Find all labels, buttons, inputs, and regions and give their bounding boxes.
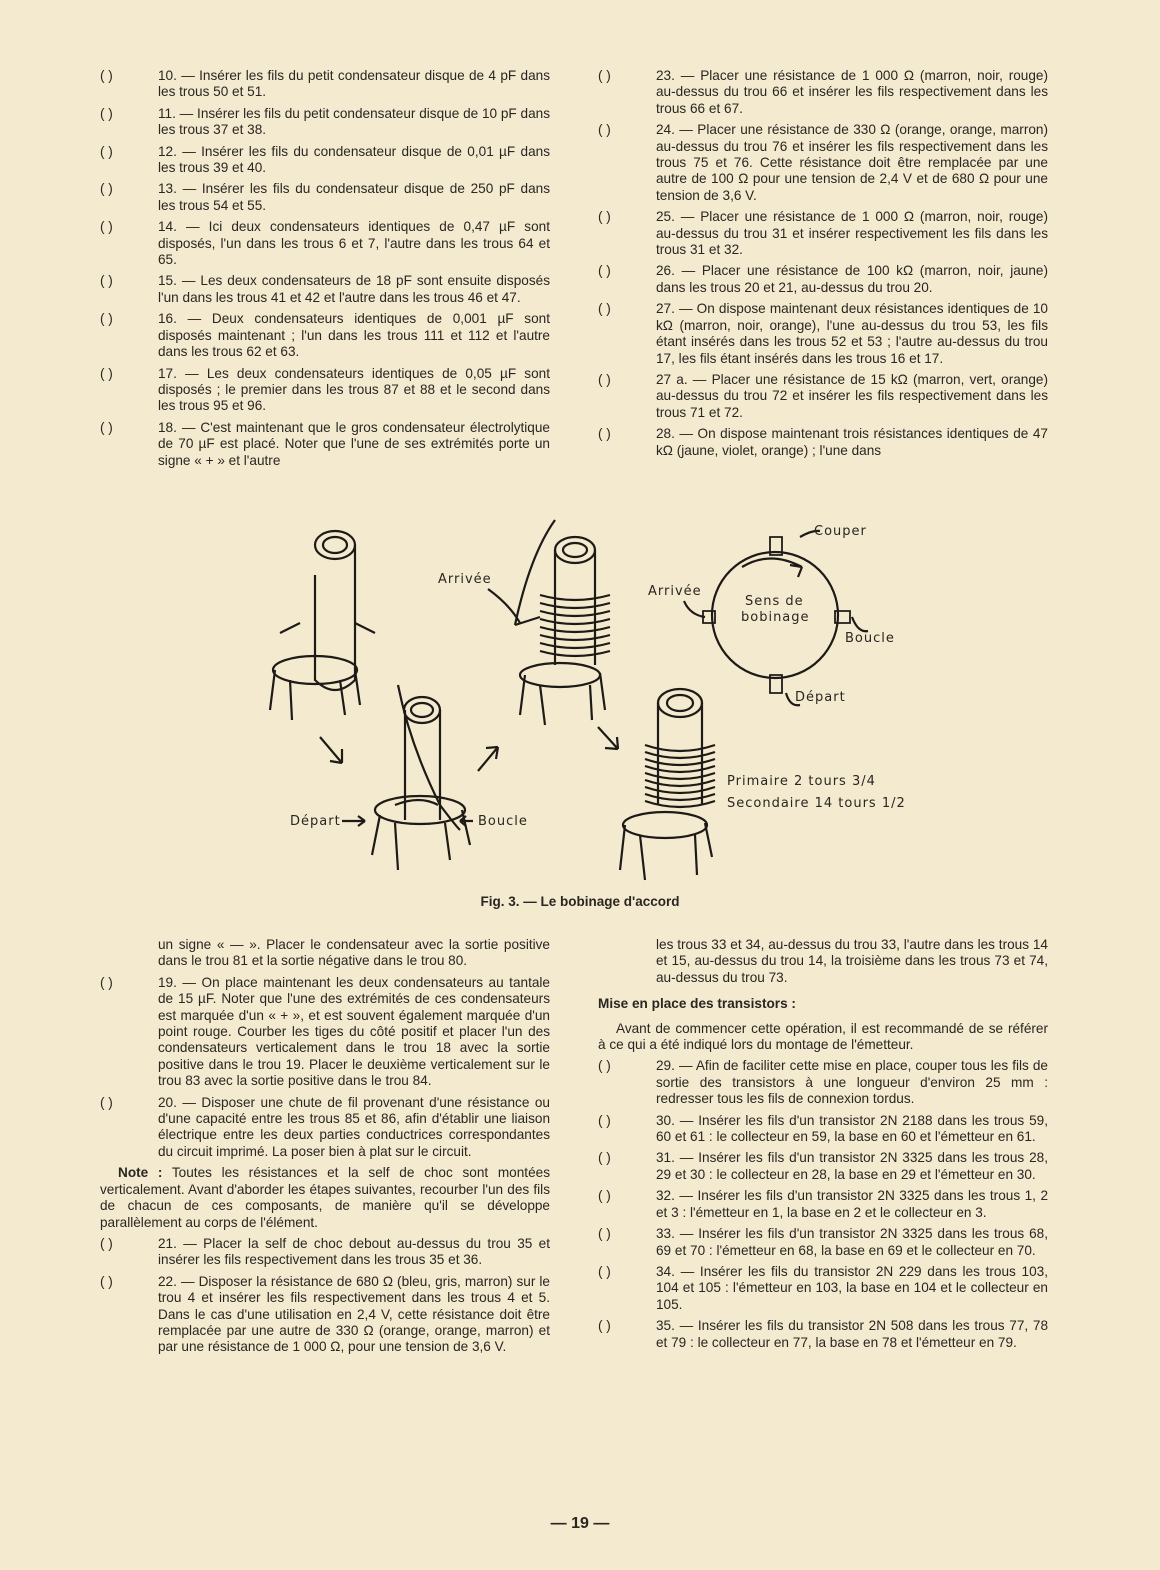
intro-paragraph: Avant de commencer cette opération, il est recommandé de se référer à ce qui a été indiqué lors du montage de l'émetteur. (598, 1020, 1048, 1053)
top-right-column (598, 68, 1048, 464)
checkbox-mark[interactable]: ( ) (100, 1094, 113, 1110)
step-item (598, 426, 1048, 459)
step-text: 10. — Insérer les fils du petit condensateur disque de 4 pF dans les trous 50 et 51. (158, 68, 550, 100)
step-text: 14. — Ici deux condensateurs identiques de 0,47 µF sont disposés, l'un dans les trous 6 et 7, l'autre dans les trous 64 et 65. (158, 219, 550, 268)
note-paragraph (100, 1165, 550, 1231)
step-item (598, 372, 1048, 421)
step-item (598, 1188, 1048, 1221)
step-text: 16. — Deux condensateurs identiques de 0,001 µF sont disposés maintenant ; l'un dans les trous 111 et 112 et l'autre dans les trous 62 et 63. (158, 311, 550, 360)
note-label: Note : (118, 1165, 163, 1181)
bottom-left-column (100, 937, 550, 1361)
step-text: 27. — On dispose maintenant deux résistances identiques de 10 kΩ (marron, noir, orange), l'une au-dessus du trou 53, les fils étant insérés dans les trous 52 et 53 ; l'autre au-dessus du trou 17, les fils étant insérés dans les trous 16 et 17. (656, 301, 1048, 366)
label-arrivee-2: Arrivée (648, 584, 702, 599)
step-item (598, 122, 1048, 204)
step-text: 25. — Placer une résistance de 1 000 Ω (marron, noir, rouge) au-dessus du trou 31 et insérer respectivement les fils dans les trous 31 et 32. (656, 209, 1048, 258)
step-text: 35. — Insérer les fils du transistor 2N 508 dans les trous 77, 78 et 79 : le collecteur en 77, la base en 78 et l'émetteur en 79. (656, 1318, 1048, 1350)
step-item (598, 1058, 1048, 1107)
step-item (598, 263, 1048, 296)
step-text: 33. — Insérer les fils d'un transistor 2N 3325 dans les trous 68, 69 et 70 : l'émetteur en 68, la base en 69 et le collecteur en 70. (656, 1226, 1048, 1258)
label-sens-line1: Sens de (745, 594, 804, 609)
checkbox-mark[interactable]: ( ) (100, 105, 113, 121)
step-text: 27 a. — Placer une résistance de 15 kΩ (marron, vert, orange) au-dessus du trou 72 et insérer les fils respectivement dans les trous 71 et 72. (656, 371, 1048, 420)
section-heading: Mise en place des transistors : (598, 996, 796, 1012)
step-text: 19. — On place maintenant les deux condensateurs au tantale de 15 µF. Noter que l'une des extrémités de ces condensateurs est marquée d'un « + », et est souvent également marquée d'un point rouge. Courber les tiges du côté positif et placer l'un des condensateurs verticalement dans le trou 18 avec la sortie positive dans le trou 19. Placer le deuxième verticalement sur le trou 83 avec la sortie positive dans le trou 84. (158, 974, 550, 1089)
step-text: 31. — Insérer les fils d'un transistor 2N 3325 dans les trous 28, 29 et 30 : le collecteur en 28, la base en 29 et l'émetteur en 30. (656, 1150, 1048, 1182)
label-arrivee-1: Arrivée (438, 572, 492, 587)
step-item (598, 1226, 1048, 1259)
step-text: 22. — Disposer la résistance de 680 Ω (bleu, gris, marron) sur le trou 4 et insérer les fils respectivement dans les trous 4 et 5. Dans le cas d'une utilisation en 2,4 V, cette résistance doit être remplacée par une autre de 330 Ω (orange, orange, marron) et par une résistance de 1 000 Ω, pour une tension de 3,6 V. (158, 1273, 550, 1355)
checkbox-mark[interactable]: ( ) (598, 1150, 611, 1166)
step-item (598, 1264, 1048, 1313)
checkbox-mark[interactable]: ( ) (598, 301, 611, 317)
step-item (100, 219, 550, 268)
coil-form-start (372, 685, 470, 870)
label-depart-1: Départ (290, 814, 341, 829)
step-text: 29. — Afin de faciliter cette mise en place, couper tous les fils de sortie des transistors à une longueur d'environ 25 mm : redresser tous les fils de connexion tordus. (656, 1058, 1048, 1107)
step-item (100, 68, 550, 101)
checkbox-mark[interactable]: ( ) (100, 68, 113, 83)
step-item (598, 68, 1048, 117)
label-sens-line2: bobinage (741, 610, 810, 625)
step-text: 24. — Placer une résistance de 330 Ω (orange, orange, marron) au-dessus du trou 76 et insérer les fils respectivement dans les trous 75 et 76. Cette résistance doit être remplacée par une autre de 100 Ω pour une tension de 2,4 V et de 680 Ω pour une tension de 3,6 V. (656, 122, 1048, 203)
checkbox-mark[interactable]: ( ) (100, 311, 113, 327)
step-item (100, 181, 550, 214)
step-item (598, 1318, 1048, 1351)
label-secondaire: Secondaire 14 tours 1/2 (727, 796, 906, 811)
step-item (100, 975, 550, 1090)
step-item (598, 1113, 1048, 1146)
checkbox-mark[interactable]: ( ) (598, 1188, 611, 1204)
step-item (598, 1150, 1048, 1183)
checkbox-mark[interactable]: ( ) (598, 426, 611, 442)
step-text: 23. — Placer une résistance de 1 000 Ω (marron, noir, rouge) au-dessus du trou 66 et insérer les fils respectivement dans les trous 66 et 67. (656, 68, 1048, 116)
step-text: 17. — Les deux condensateurs identiques de 0,05 µF sont disposés ; le premier dans les trous 87 et 88 et le second dans les trous 95 et 96. (158, 365, 550, 414)
checkbox-mark[interactable]: ( ) (100, 219, 113, 235)
checkbox-mark[interactable]: ( ) (100, 181, 113, 197)
step-text: 11. — Insérer les fils du petit condensateur disque de 10 pF dans les trous 37 et 38. (158, 105, 550, 138)
step-item (100, 366, 550, 415)
continuation-text: les trous 33 et 34, au-dessus du trou 33, l'autre dans les trous 14 et 15, au-dessus du trou 14, la troisième dans les trous 73 et 74, au-dessus du trou 73. (656, 937, 1048, 985)
step-item (100, 1095, 550, 1161)
checkbox-mark[interactable]: ( ) (598, 1112, 611, 1128)
coil-form-bare (270, 531, 375, 720)
step-item (100, 144, 550, 177)
checkbox-mark[interactable]: ( ) (598, 122, 611, 138)
step-text: 28. — On dispose maintenant trois résistances identiques de 47 kΩ (jaune, violet, orange) ; l'une dans (656, 426, 1048, 458)
note-text: Toutes les résistances et la self de choc sont montées verticalement. Avant d'aborder les étapes suivantes, recourber l'un des fils de chacun de ces composants, de manière qu'il se développe parallèlement au corps de l'élément. (100, 1165, 550, 1230)
coil-form-complete (620, 689, 715, 880)
coil-form-wound (515, 520, 610, 725)
bottom-right-column (598, 937, 1048, 1356)
step-item (100, 1274, 550, 1356)
checkbox-mark[interactable]: ( ) (100, 365, 113, 381)
checkbox-mark[interactable]: ( ) (100, 1273, 113, 1289)
checkbox-mark[interactable]: ( ) (598, 1318, 611, 1334)
continuation-text: un signe « — ». Placer le condensateur avec la sortie positive dans le trou 81 et la sortie négative dans le trou 80. (158, 937, 550, 969)
checkbox-mark[interactable]: ( ) (598, 209, 611, 225)
step-text: 18. — C'est maintenant que le gros condensateur électrolytique de 70 µF est placé. Noter que l'une de ses extrémités porte un signe « + » et l'autre (158, 419, 550, 468)
figure-caption: Fig. 3. — Le bobinage d'accord (480, 894, 680, 909)
step-text: 20. — Disposer une chute de fil provenant d'une résistance ou d'une capacité entre les trous 85 et 86, afin d'établir une liaison électrique entre les deux parties conductrices correspondantes du circuit imprimé. La poser bien à plat sur le circuit. (158, 1094, 550, 1159)
label-couper: Couper (814, 524, 867, 539)
step-text: 26. — Placer une résistance de 100 kΩ (marron, noir, jaune) dans les trous 20 et 21, au-dessus du trou 20. (656, 263, 1048, 295)
step-item (100, 420, 550, 469)
step-item (100, 1236, 550, 1269)
step-text: 21. — Placer la self de choc debout au-dessus du trou 35 et insérer les fils respectivement dans les trous 35 et 36. (158, 1235, 550, 1268)
checkbox-mark[interactable]: ( ) (598, 1226, 611, 1242)
step-text: 12. — Insérer les fils du condensateur disque de 0,01 µF dans les trous 39 et 40. (158, 143, 550, 176)
step-item (100, 273, 550, 306)
top-left-column (100, 68, 550, 474)
label-primaire: Primaire 2 tours 3/4 (727, 774, 876, 789)
step-text: 34. — Insérer les fils du transistor 2N 229 dans les trous 103, 104 et 105 : l'émetteur en 103, la base en 104 et le collecteur en 105. (656, 1263, 1048, 1312)
checkbox-mark[interactable]: ( ) (598, 263, 611, 279)
checkbox-mark[interactable]: ( ) (598, 1263, 611, 1279)
page-number: — 19 — (550, 1515, 610, 1532)
checkbox-mark[interactable]: ( ) (100, 974, 113, 990)
checkbox-mark[interactable]: ( ) (598, 68, 611, 83)
checkbox-mark[interactable]: ( ) (598, 371, 611, 387)
step-item (598, 301, 1048, 367)
step-text: 15. — Les deux condensateurs de 18 pF sont ensuite disposés l'un dans les trous 41 et 42 et l'autre dans les trous 46 et 47. (158, 273, 550, 305)
label-boucle-2: Boucle (845, 631, 895, 646)
step-text: 13. — Insérer les fils du condensateur disque de 250 pF dans les trous 54 et 55. (158, 181, 550, 213)
label-depart-2: Départ (795, 690, 846, 705)
coil-winding-figure (0, 505, 1160, 925)
checkbox-mark[interactable]: ( ) (598, 1058, 611, 1074)
step-text: 32. — Insérer les fils d'un transistor 2N 3325 dans les trous 1, 2 et 3 : l'émetteur en 1, la base en 2 et le collecteur en 3. (656, 1188, 1048, 1220)
step-text: 30. — Insérer les fils d'un transistor 2N 2188 dans les trous 59, 60 et 61 : le collecteur en 59, la base en 60 et l'émetteur en 61. (656, 1112, 1048, 1145)
step-item (100, 106, 550, 139)
label-boucle-1: Boucle (478, 814, 528, 829)
checkbox-mark[interactable]: ( ) (100, 419, 113, 435)
step-item (100, 311, 550, 360)
step-item (598, 209, 1048, 258)
checkbox-mark[interactable]: ( ) (100, 1235, 113, 1251)
checkbox-mark[interactable]: ( ) (100, 143, 113, 159)
checkbox-mark[interactable]: ( ) (100, 273, 113, 289)
